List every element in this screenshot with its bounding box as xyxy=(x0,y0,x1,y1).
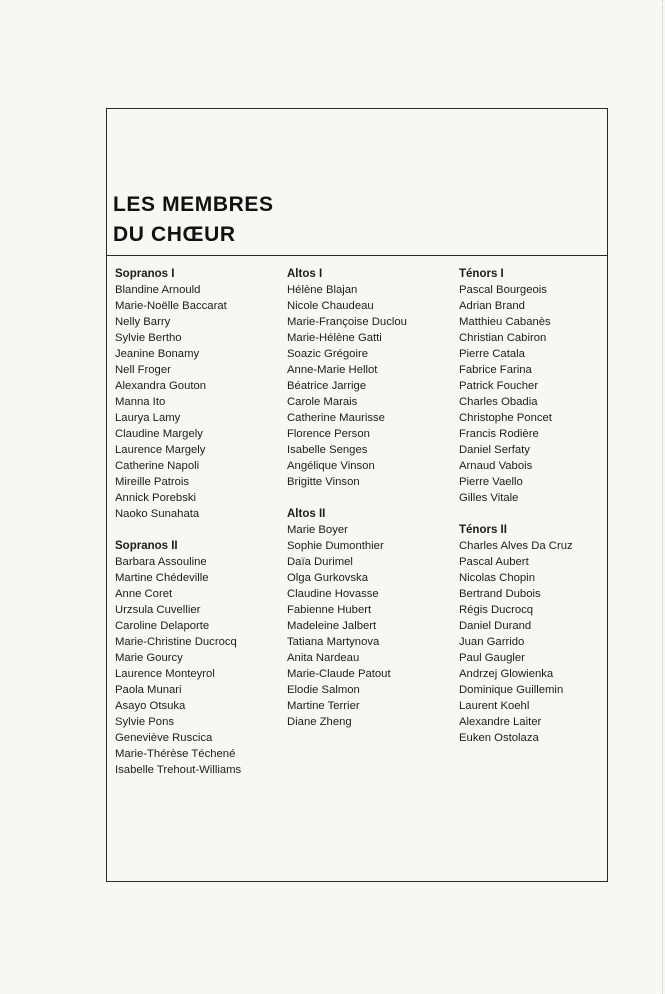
member-name: Paul Gaugler xyxy=(459,652,525,664)
member-name: Marie Gourcy xyxy=(115,652,183,664)
member-name: Anita Nardeau xyxy=(287,652,360,664)
title-divider xyxy=(106,255,608,256)
member-name: Jeanine Bonamy xyxy=(115,348,200,360)
member-name: Mireille Patrois xyxy=(115,476,190,488)
member-name: Pascal Aubert xyxy=(459,556,529,568)
member-name: Christophe Poncet xyxy=(459,412,552,424)
member-name: Marie Boyer xyxy=(287,524,348,536)
member-name: Marie-Noëlle Baccarat xyxy=(115,300,227,312)
member-name: Régis Ducrocq xyxy=(459,604,534,616)
page-edge xyxy=(661,0,663,994)
member-name: Pierre Vaello xyxy=(459,476,523,488)
column-2 xyxy=(287,266,457,746)
member-name: Charles Obadia xyxy=(459,396,538,408)
member-name: Daniel Durand xyxy=(459,620,532,632)
member-name: Brigitte Vinson xyxy=(287,476,360,488)
member-name: Béatrice Jarrige xyxy=(287,380,367,392)
member-name: Geneviève Ruscica xyxy=(115,732,213,744)
member-name: Marie-Christine Ducrocq xyxy=(115,636,237,648)
member-name: Gilles Vitale xyxy=(459,492,519,504)
member-name: Nell Froger xyxy=(115,364,171,376)
voice-section xyxy=(115,266,285,522)
member-name: Nicolas Chopin xyxy=(459,572,535,584)
member-name: Bertrand Dubois xyxy=(459,588,541,600)
member-name: Paola Munari xyxy=(115,684,182,696)
member-name: Arnaud Vabois xyxy=(459,460,533,472)
member-name: Sophie Dumonthier xyxy=(287,540,384,552)
section-heading: Sopranos II xyxy=(115,540,178,552)
member-name: Dominique Guillemin xyxy=(459,684,564,696)
member-name: Martine Terrier xyxy=(287,700,360,712)
member-name: Elodie Salmon xyxy=(287,684,360,696)
member-name: Juan Garrido xyxy=(459,636,525,648)
member-name: Nicole Chaudeau xyxy=(287,300,374,312)
member-name: Laurent Koehl xyxy=(459,700,530,712)
member-name: Florence Person xyxy=(287,428,370,440)
voice-section xyxy=(287,266,457,490)
page-title xyxy=(113,190,274,250)
voice-section xyxy=(459,522,629,746)
member-name: Alexandre Laiter xyxy=(459,716,542,728)
member-name: Caroline Delaporte xyxy=(115,620,210,632)
member-name: Marie-Thérèse Téchené xyxy=(115,748,236,760)
member-name: Laurence Margely xyxy=(115,444,206,456)
member-name: Angélique Vinson xyxy=(287,460,375,472)
member-name: Hélène Blajan xyxy=(287,284,358,296)
member-name: Marie-Hélène Gatti xyxy=(287,332,382,344)
member-name: Blandine Arnould xyxy=(115,284,201,296)
member-name: Barbara Assouline xyxy=(115,556,207,568)
member-name: Manna Ito xyxy=(115,396,166,408)
member-name: Anne-Marie Hellot xyxy=(287,364,378,376)
section-heading: Ténors II xyxy=(459,524,507,536)
member-name: Asayo Otsuka xyxy=(115,700,186,712)
member-name: Soazic Grégoire xyxy=(287,348,368,360)
member-name: Laurya Lamy xyxy=(115,412,181,424)
member-name: Annick Porebski xyxy=(115,492,196,504)
section-heading: Ténors I xyxy=(459,268,504,280)
member-name: Madeleine Jalbert xyxy=(287,620,377,632)
member-name: Sylvie Pons xyxy=(115,716,175,728)
voice-section xyxy=(287,506,457,730)
member-name: Claudine Margely xyxy=(115,428,203,440)
column-3 xyxy=(459,266,629,762)
member-name: Martine Chédeville xyxy=(115,572,209,584)
column-1 xyxy=(115,266,285,794)
member-name: Marie-Françoise Duclou xyxy=(287,316,407,328)
member-name: Isabelle Senges xyxy=(287,444,368,456)
voice-section xyxy=(115,538,285,778)
member-name: Naoko Sunahata xyxy=(115,508,200,520)
member-name: Diane Zheng xyxy=(287,716,352,728)
member-name: Alexandra Gouton xyxy=(115,380,207,392)
member-name: Laurence Monteyrol xyxy=(115,668,215,680)
member-name: Pierre Catala xyxy=(459,348,525,360)
member-name: Tatiana Martynova xyxy=(287,636,380,648)
member-name: Isabelle Trehout-Williams xyxy=(115,764,242,776)
member-name: Nelly Barry xyxy=(115,316,171,328)
member-name: Carole Marais xyxy=(287,396,358,408)
title-line-1: LES MEMBRES xyxy=(113,193,274,216)
member-name: Fabienne Hubert xyxy=(287,604,372,616)
member-name: Euken Ostolaza xyxy=(459,732,539,744)
member-name: Daniel Serfaty xyxy=(459,444,530,456)
member-name: Daïa Durimel xyxy=(287,556,353,568)
member-name: Patrick Foucher xyxy=(459,380,539,392)
member-name: Adrian Brand xyxy=(459,300,525,312)
member-name: Olga Gurkovska xyxy=(287,572,368,584)
member-name: Francis Rodière xyxy=(459,428,539,440)
member-name: Andrzej Glowienka xyxy=(459,668,554,680)
member-name: Sylvie Bertho xyxy=(115,332,182,344)
member-name: Urzsula Cuvellier xyxy=(115,604,201,616)
section-heading: Altos II xyxy=(287,508,326,520)
member-name: Marie-Claude Patout xyxy=(287,668,391,680)
section-heading: Sopranos I xyxy=(115,268,175,280)
member-name: Catherine Maurisse xyxy=(287,412,385,424)
member-name: Christian Cabiron xyxy=(459,332,547,344)
title-line-2: DU CHŒUR xyxy=(113,223,236,246)
member-name: Pascal Bourgeois xyxy=(459,284,547,296)
member-name: Fabrice Farina xyxy=(459,364,532,376)
member-name: Anne Coret xyxy=(115,588,173,600)
member-name: Charles Alves Da Cruz xyxy=(459,540,573,552)
member-name: Catherine Napoli xyxy=(115,460,200,472)
member-name: Matthieu Cabanès xyxy=(459,316,551,328)
member-name: Claudine Hovasse xyxy=(287,588,379,600)
voice-section xyxy=(459,266,629,506)
section-heading: Altos I xyxy=(287,268,323,280)
